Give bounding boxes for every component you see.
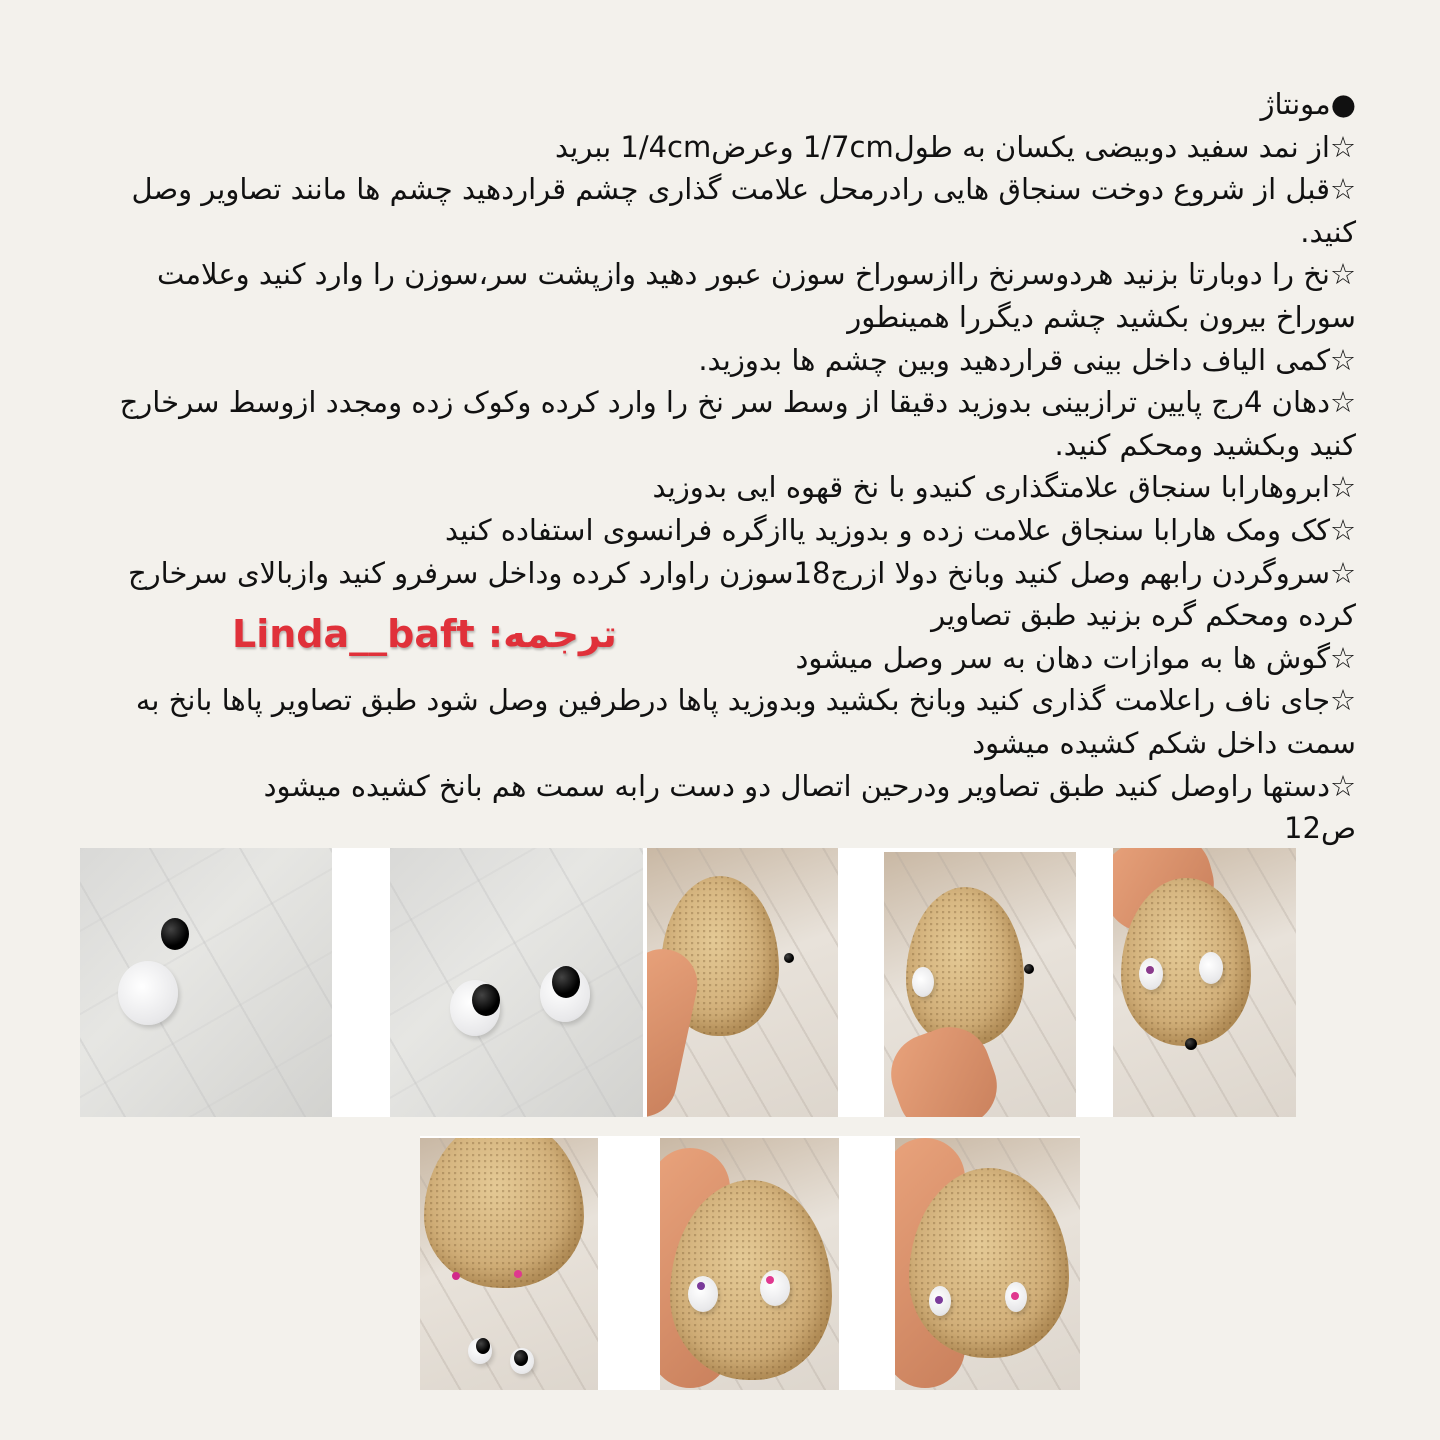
step-10: ☆جای ناف راعلامت گذاری کنید وبانخ بکشید وبدوزید پاها درطرفین وصل شود طبق تصاویر پاها بانخ به سمت داخل شکم کشیده میشود [126, 683, 1356, 760]
felt-eye-right-icon [1199, 952, 1223, 984]
step-9: ☆گوش ها به موازات دهان به سر وصل میشود [795, 640, 1356, 675]
safety-eye-left-icon [472, 984, 500, 1016]
marker-pin-left-icon [452, 1272, 460, 1280]
photo-head-needle [647, 848, 838, 1117]
photo-head-one-eye [884, 852, 1076, 1117]
credit-author: Linda__baft [232, 612, 475, 656]
credit-label: ترجمه: [487, 612, 617, 656]
safety-eye-icon [784, 953, 794, 963]
safety-eye-right-icon [552, 966, 580, 998]
step-11: ☆دستها راوصل کنید طبق تصاویر ودرحین اتصال دو دست رابه سمت هم بانخ کشیده میشود [263, 768, 1356, 803]
step-1: ☆از نمد سفید دوبیضی یکسان به طول1/7cm وعرض1/4cm ببرید [555, 129, 1356, 164]
marker-pin-icon [1146, 966, 1154, 974]
felt-eye-right-icon [760, 1270, 790, 1306]
photo-felt-eye-single [80, 848, 332, 1117]
marker-pin-right-icon [1011, 1292, 1019, 1300]
step-3: ☆نخ را دوبارتا بزنید هردوسرنخ راازسوراخ سوزن عبور دهید وازپشت سر،سوزن را وارد کنید وعلامت سوراخ بیرون بکشید چشم دیگررا همینطور [147, 257, 1356, 334]
instruction-text [96, 83, 1356, 850]
step-4: ☆کمی الیاف داخل بینی قراردهید وبین چشم ها بدوزید. [698, 342, 1356, 377]
step-2: ☆قبل از شروع دوخت سنجاق هایی رادرمحل علامت گذاری چشم قراردهید چشم ها مانند تصاویر وصل کنید. [122, 172, 1356, 249]
felt-eye-left-icon [688, 1276, 718, 1312]
marker-pin-right-icon [514, 1270, 522, 1278]
felt-oval-icon [118, 961, 178, 1025]
photo-head-felt-eyes-side [895, 1138, 1080, 1390]
safety-eye-icon [161, 918, 189, 950]
step-7: ☆کک ومک هارابا سنجاق علامت زده و بدوزید یاازگره فرانسوی استفاده کنید [445, 512, 1356, 547]
step-5: ☆دهان 4رج پایین ترازبینی بدوزید دقیقا از وسط سر نخ را وارد کرده وکوک زده ومجدد ازوسط سرخارج کنید وبکشید ومحکم کنید. [110, 385, 1356, 462]
section-heading: ●مونتاژ [1260, 87, 1356, 121]
page-number: ص12 [1284, 811, 1356, 846]
safety-eye-icon [1024, 964, 1034, 974]
felt-eye-left-icon [1139, 958, 1163, 990]
safety-eye-left-icon [476, 1338, 490, 1354]
step-8: ☆سروگردن رابهم وصل کنید وبانخ دولا ازرج18سوزن راوارد کرده وداخل سرفرو کنید وازبالای سرخارج کرده ومحکم گره بزنید طبق تصاویر [118, 555, 1356, 633]
safety-eye-icon [1185, 1038, 1197, 1050]
marker-pin-left-icon [935, 1296, 943, 1304]
photo-head-both-eyes [1113, 848, 1296, 1117]
safety-eye-right-icon [514, 1350, 528, 1366]
marker-pin-left-icon [697, 1282, 705, 1290]
photo-head-felt-eyes [660, 1138, 839, 1390]
felt-eye-icon [912, 967, 934, 997]
photo-head-pins-eyes [420, 1138, 598, 1390]
crochet-head-icon [424, 1138, 584, 1288]
translator-credit [232, 612, 617, 656]
step-6: ☆ابروهارابا سنجاق علامتگذاری کنیدو با نخ قهوه ایی بدوزید [652, 470, 1356, 505]
photo-felt-eyes-pair [390, 848, 643, 1117]
marker-pin-right-icon [766, 1276, 774, 1284]
